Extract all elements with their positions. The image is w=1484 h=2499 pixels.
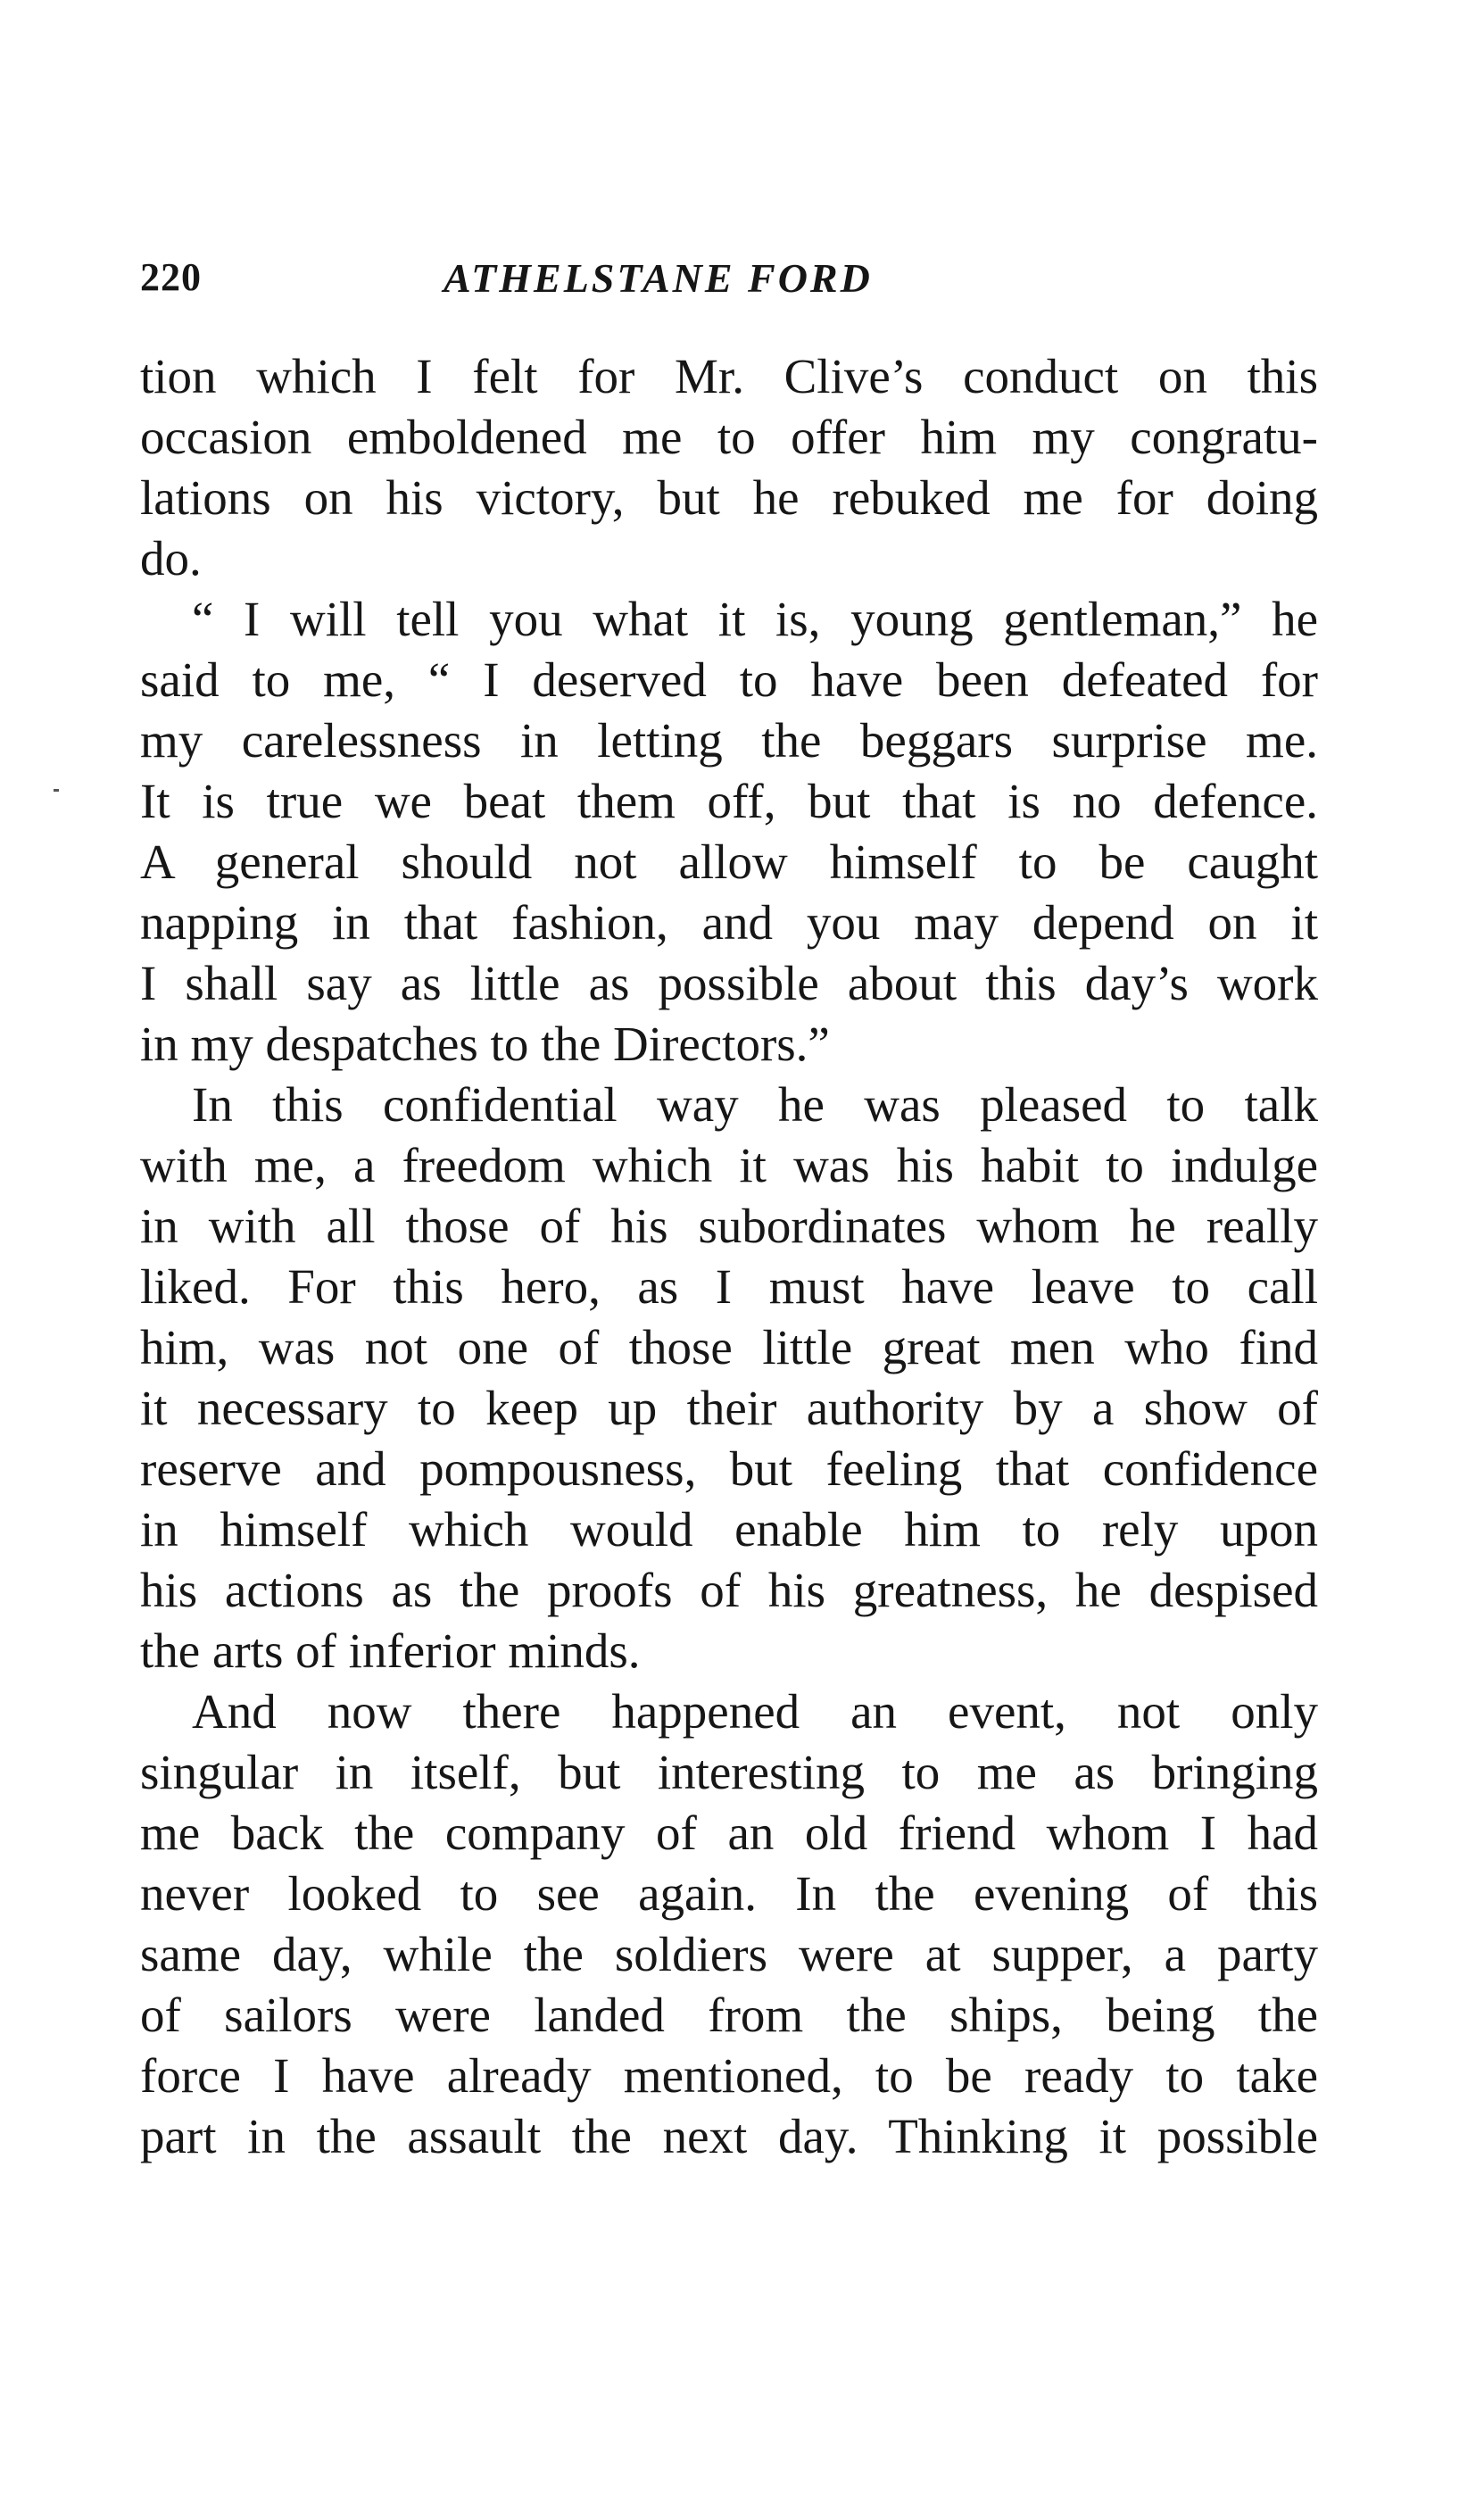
text-line: his actions as the proofs of his greatness, he despised — [140, 1563, 1318, 1617]
text-line: And now there happened an event, not only — [192, 1684, 1318, 1739]
text-line: me back the company of an old friend whom I had — [140, 1806, 1318, 1860]
text-line: In this confidential way he was pleased to talk — [192, 1077, 1318, 1132]
text-line: tion which I felt for Mr. Clive’s conduct on this — [140, 349, 1318, 403]
text-line: It is true we beat them off, but that is no defence. — [140, 774, 1318, 828]
text-line: said to me, “ I deserved to have been defeated for — [140, 652, 1318, 707]
text-line: it necessary to keep up their authority by a show of — [140, 1381, 1318, 1435]
text-line: lations on his victory, but he rebuked me for doing — [140, 470, 1318, 525]
text-line: napping in that fashion, and you may depend on it — [140, 895, 1318, 950]
margin-speck — [54, 789, 59, 792]
text-line: him, was not one of those little great men who find — [140, 1320, 1318, 1374]
text-line: in my despatches to the Directors.” — [140, 1017, 830, 1071]
text-line: “ I will tell you what it is, young gentleman,” he — [192, 592, 1318, 646]
text-line: force I have already mentioned, to be ready to take — [140, 2048, 1318, 2103]
text-line: never looked to see again. In the evening of this — [140, 1866, 1318, 1921]
text-line: with me, a freedom which it was his habit to indulge — [140, 1138, 1318, 1192]
text-line: A general should not allow himself to be caught — [140, 834, 1318, 889]
paragraph — [140, 1681, 1318, 2167]
text-line: the arts of inferior minds. — [140, 1623, 641, 1678]
text-line: same day, while the soldiers were at supper, a party — [140, 1927, 1318, 1981]
text-line: in with all those of his subordinates whom he really — [140, 1199, 1318, 1253]
text-line: of sailors were landed from the ships, being the — [140, 1988, 1318, 2042]
text-line: part in the assault the next day. Thinking it possible — [140, 2109, 1318, 2163]
text-line: I shall say as little as possible about this day’s work — [140, 956, 1318, 1010]
paragraph — [140, 346, 1318, 589]
text-line: my carelessness in letting the beggars surprise me. — [140, 713, 1318, 768]
paragraph — [140, 1075, 1318, 1681]
body-text — [140, 346, 1318, 2167]
text-line: in himself which would enable him to rely upon — [140, 1502, 1318, 1557]
paragraph — [140, 589, 1318, 1075]
running-head — [140, 254, 1318, 308]
text-line: singular in itself, but interesting to me as bringing — [140, 1745, 1318, 1799]
text-line: reserve and pompousness, but feeling that confidence — [140, 1441, 1318, 1496]
page-number: 220 — [140, 255, 202, 299]
text-line: do. — [140, 531, 202, 585]
text-line: liked. For this hero, as I must have leave to call — [140, 1259, 1318, 1314]
running-title: ATHELSTANE FORD — [444, 255, 873, 301]
text-line: occasion emboldened me to offer him my congratu- — [140, 410, 1318, 464]
